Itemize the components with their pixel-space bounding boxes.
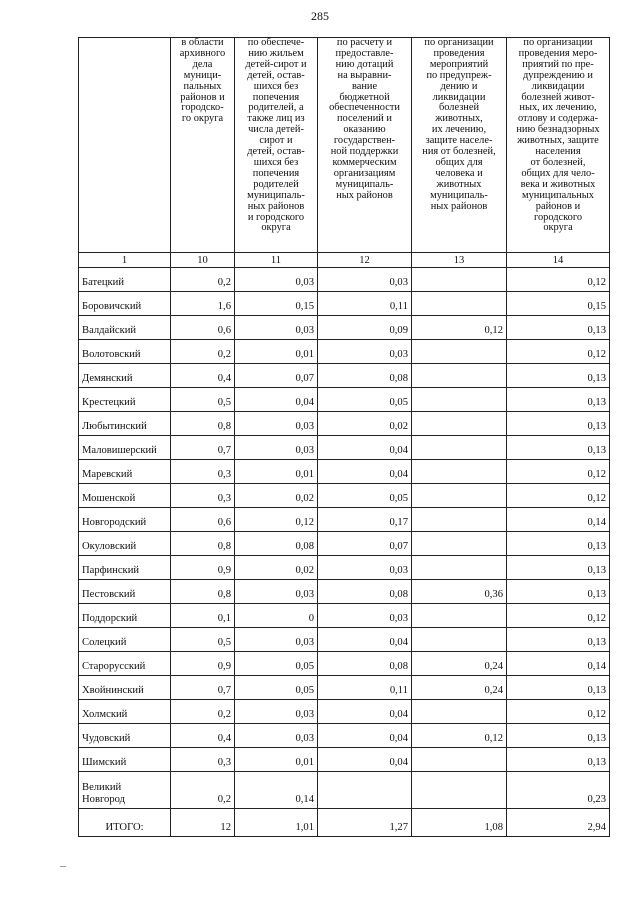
value-c14: 0,13 (507, 628, 610, 652)
table-row (79, 388, 610, 412)
value-c10: 0,5 (171, 628, 235, 652)
value-c14: 0,12 (507, 700, 610, 724)
value-c13 (412, 772, 507, 809)
table-row (79, 724, 610, 748)
value-c12: 0,08 (318, 652, 412, 676)
table-row (79, 700, 610, 724)
header-row (79, 38, 610, 253)
value-c13 (412, 508, 507, 532)
district-name: Крестецкий (79, 388, 171, 412)
page-number: 285 (311, 9, 329, 23)
value-c11: 0,01 (235, 460, 318, 484)
value-c12: 0,11 (318, 676, 412, 700)
value-c11: 0,15 (235, 292, 318, 316)
value-c11: 0,04 (235, 388, 318, 412)
value-c14: 0,23 (507, 772, 610, 809)
value-c10: 1,6 (171, 292, 235, 316)
district-name: Солецкий (79, 628, 171, 652)
value-c13 (412, 484, 507, 508)
scan-mark (60, 866, 66, 867)
value-c14: 0,12 (507, 268, 610, 292)
district-name: Демянский (79, 364, 171, 388)
value-c12: 0,03 (318, 268, 412, 292)
value-c10: 0,2 (171, 340, 235, 364)
district-name: Боровичский (79, 292, 171, 316)
table-row (79, 556, 610, 580)
table-row (79, 628, 610, 652)
value-c13: 0,12 (412, 316, 507, 340)
value-c12: 0,05 (318, 388, 412, 412)
value-c11: 0 (235, 604, 318, 628)
table-row (79, 484, 610, 508)
table-row (79, 412, 610, 436)
value-c14: 0,13 (507, 748, 610, 772)
total-row (79, 809, 610, 837)
district-name: Мошенской (79, 484, 171, 508)
value-c14: 0,13 (507, 532, 610, 556)
total-col-14: 2,94 (507, 809, 610, 837)
table-row (79, 748, 610, 772)
value-c10: 0,3 (171, 460, 235, 484)
value-c13 (412, 460, 507, 484)
table-row (79, 316, 610, 340)
value-c13: 0,24 (412, 652, 507, 676)
value-c11: 0,03 (235, 580, 318, 604)
total-col-13: 1,08 (412, 809, 507, 837)
value-c12: 0,17 (318, 508, 412, 532)
table-row (79, 460, 610, 484)
value-c10: 0,2 (171, 772, 235, 809)
value-c12: 0,03 (318, 556, 412, 580)
value-c13: 0,36 (412, 580, 507, 604)
value-c14: 0,13 (507, 412, 610, 436)
value-c13 (412, 436, 507, 460)
value-c11: 0,03 (235, 412, 318, 436)
district-name: Холмский (79, 700, 171, 724)
value-c13 (412, 700, 507, 724)
table-row (79, 532, 610, 556)
value-c10: 0,7 (171, 676, 235, 700)
value-c14: 0,13 (507, 316, 610, 340)
value-c11: 0,01 (235, 340, 318, 364)
value-c14: 0,15 (507, 292, 610, 316)
value-c10: 0,4 (171, 724, 235, 748)
header-cell-col-1 (79, 38, 171, 253)
value-c14: 0,13 (507, 724, 610, 748)
value-c11: 0,03 (235, 436, 318, 460)
value-c11: 0,14 (235, 772, 318, 809)
value-c10: 0,2 (171, 700, 235, 724)
value-c11: 0,03 (235, 316, 318, 340)
total-label: ИТОГО: (79, 809, 171, 837)
value-c14: 0,12 (507, 604, 610, 628)
value-c13 (412, 556, 507, 580)
value-c13: 0,12 (412, 724, 507, 748)
value-c14: 0,13 (507, 364, 610, 388)
value-c11: 0,08 (235, 532, 318, 556)
district-name: Поддорский (79, 604, 171, 628)
value-c11: 0,03 (235, 724, 318, 748)
value-c11: 0,12 (235, 508, 318, 532)
value-c14: 0,14 (507, 508, 610, 532)
district-name: Волотовский (79, 340, 171, 364)
value-c12: 0,04 (318, 460, 412, 484)
value-c11: 0,05 (235, 676, 318, 700)
value-c12: 0,05 (318, 484, 412, 508)
value-c14: 0,12 (507, 340, 610, 364)
value-c12: 0,03 (318, 340, 412, 364)
column-number-row (79, 253, 610, 268)
value-c14: 0,13 (507, 436, 610, 460)
district-name: Чудовский (79, 724, 171, 748)
value-c10: 0,1 (171, 604, 235, 628)
column-number: 10 (171, 253, 235, 268)
value-c10: 0,2 (171, 268, 235, 292)
value-c12: 0,07 (318, 532, 412, 556)
value-c10: 0,8 (171, 532, 235, 556)
value-c11: 0,03 (235, 268, 318, 292)
value-c11: 0,02 (235, 484, 318, 508)
value-c14: 0,13 (507, 388, 610, 412)
value-c14: 0,13 (507, 556, 610, 580)
header-cell-col-14: по организации проведения меро- приятий по пре- дупреждению и ликвидации болезней живот- ных, их лечению, отлову и содержа- нию безнадзорных животных, защите населения от болезней, общих для чело- века и животных муниципальных районов и городского округа (507, 38, 610, 253)
header-cell-col-13: по организации проведения мероприятий по предупреж- дению и ликвидации болезней животных, их лечению, защите населе- ния от болезней, общих для человека и животных муниципаль- ных районов (412, 38, 507, 253)
value-c12: 0,04 (318, 700, 412, 724)
district-name: Великий Новгород (79, 772, 171, 809)
district-name: Новгородский (79, 508, 171, 532)
value-c10: 0,8 (171, 580, 235, 604)
district-name: Пестовский (79, 580, 171, 604)
value-c14: 0,14 (507, 652, 610, 676)
value-c10: 0,6 (171, 316, 235, 340)
table-row (79, 364, 610, 388)
table-row (79, 652, 610, 676)
total-col-12: 1,27 (318, 809, 412, 837)
value-c10: 0,3 (171, 748, 235, 772)
value-c13 (412, 412, 507, 436)
table-row (79, 436, 610, 460)
value-c13 (412, 532, 507, 556)
value-c12: 0,11 (318, 292, 412, 316)
total-col-10: 12 (171, 809, 235, 837)
value-c12 (318, 772, 412, 809)
district-name: Парфинский (79, 556, 171, 580)
column-number: 11 (235, 253, 318, 268)
value-c13 (412, 292, 507, 316)
district-name: Шимский (79, 748, 171, 772)
district-name: Маревский (79, 460, 171, 484)
value-c13 (412, 340, 507, 364)
value-c13: 0,24 (412, 676, 507, 700)
value-c13 (412, 268, 507, 292)
value-c11: 0,02 (235, 556, 318, 580)
header-cell-col-11: по обеспече- нию жильем детей-сирот и детей, остав- шихся без попечения родителей, а также лиц из числа детей- сирот и детей, остав- шихся без попечения родителей муниципаль- ных районов и городского округа (235, 38, 318, 253)
value-c14: 0,12 (507, 484, 610, 508)
value-c10: 0,6 (171, 508, 235, 532)
district-name: Хвойнинский (79, 676, 171, 700)
value-c11: 0,01 (235, 748, 318, 772)
value-c10: 0,9 (171, 652, 235, 676)
header-cell-col-12: по расчету и предоставле- нию дотаций на выравни- вание бюджетной обеспеченности поселений и оказанию государствен- ной поддержки коммерческим организациям муниципаль- ных районов (318, 38, 412, 253)
value-c14: 0,12 (507, 460, 610, 484)
value-c13 (412, 388, 507, 412)
value-c12: 0,04 (318, 724, 412, 748)
table-row (79, 268, 610, 292)
value-c11: 0,07 (235, 364, 318, 388)
value-c13 (412, 748, 507, 772)
column-number: 13 (412, 253, 507, 268)
table-row (79, 340, 610, 364)
value-c12: 0,08 (318, 364, 412, 388)
district-name: Старорусский (79, 652, 171, 676)
table-row (79, 604, 610, 628)
table-row (79, 580, 610, 604)
value-c12: 0,02 (318, 412, 412, 436)
column-number: 12 (318, 253, 412, 268)
total-col-11: 1,01 (235, 809, 318, 837)
value-c12: 0,03 (318, 604, 412, 628)
table-row (79, 292, 610, 316)
value-c11: 0,03 (235, 700, 318, 724)
value-c13 (412, 364, 507, 388)
table-row (79, 676, 610, 700)
district-name: Валдайский (79, 316, 171, 340)
value-c12: 0,04 (318, 748, 412, 772)
value-c10: 0,4 (171, 364, 235, 388)
value-c12: 0,04 (318, 628, 412, 652)
value-c12: 0,04 (318, 436, 412, 460)
column-number: 1 (79, 253, 171, 268)
table-row (79, 508, 610, 532)
value-c11: 0,03 (235, 628, 318, 652)
value-c10: 0,3 (171, 484, 235, 508)
district-name: Любытинский (79, 412, 171, 436)
value-c10: 0,8 (171, 412, 235, 436)
allocation-table (78, 37, 610, 837)
value-c14: 0,13 (507, 580, 610, 604)
header-cell-col-10: в области архивного дела муници- пальных районов и городско- го округа (171, 38, 235, 253)
district-name: Окуловский (79, 532, 171, 556)
value-c10: 0,7 (171, 436, 235, 460)
value-c13 (412, 604, 507, 628)
district-name: Батецкий (79, 268, 171, 292)
value-c12: 0,09 (318, 316, 412, 340)
value-c10: 0,9 (171, 556, 235, 580)
value-c12: 0,08 (318, 580, 412, 604)
value-c13 (412, 628, 507, 652)
value-c11: 0,05 (235, 652, 318, 676)
value-c14: 0,13 (507, 676, 610, 700)
column-number: 14 (507, 253, 610, 268)
value-c10: 0,5 (171, 388, 235, 412)
table-row (79, 772, 610, 809)
district-name: Маловишерский (79, 436, 171, 460)
